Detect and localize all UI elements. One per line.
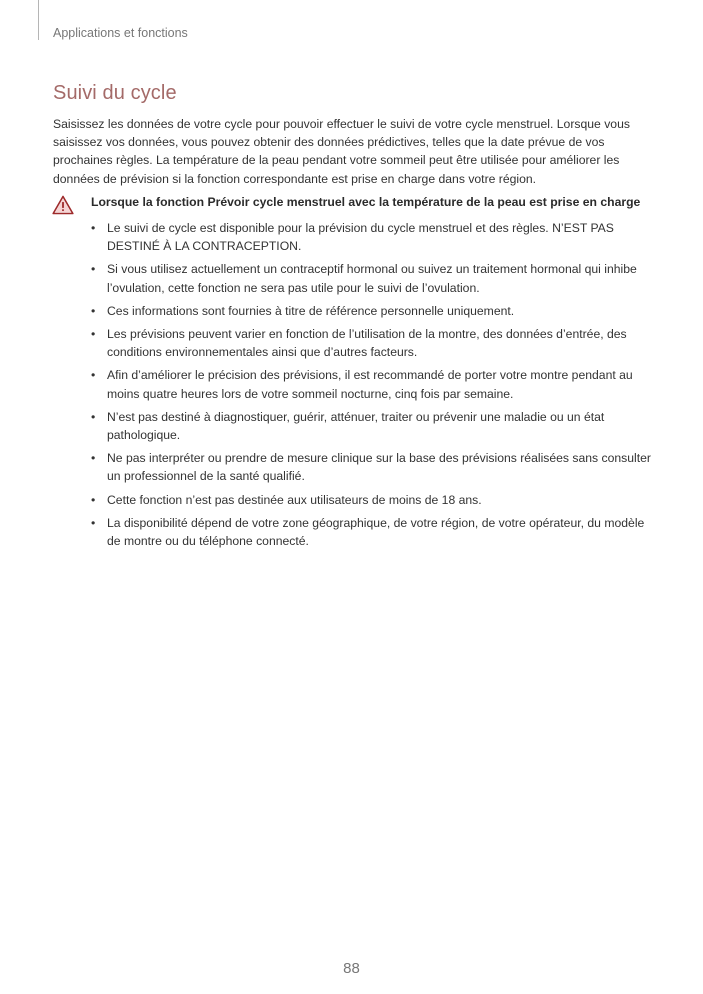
list-item	[91, 514, 651, 550]
intro-paragraph: Saisissez les données de votre cycle pour pouvoir effectuer le suivi de votre cycle menstruel. Lorsque vous saisissez vos données, vous pouvez obtenir des données prédictives, telles que la date prévue de vos prochaines règles. La température de la peau pendant votre sommeil peut être utilisée pour améliorer les données de prévision si la fonction correspondante est prise en charge dans votre région.	[53, 117, 630, 186]
list-item	[91, 219, 651, 255]
list-item-text: N’est pas destiné à diagnostiquer, guérir, atténuer, traiter ou prévenir une maladie ou un état pathologique.	[107, 409, 605, 443]
bullet-glyph: •	[91, 221, 96, 235]
warning-title: Lorsque la fonction Prévoir cycle menstruel avec la température de la peau est prise en charge	[91, 195, 641, 209]
list-item-text: Afin d’améliorer le précision des prévisions, il est recommandé de porter votre montre pendant au moins quatre heures lors de votre sommeil nocturne, cinq fois par semaine.	[107, 368, 633, 401]
bullet-glyph: •	[91, 303, 96, 318]
running-header: Applications et fonctions	[53, 26, 188, 40]
list-item-text: Les prévisions peuvent varier en fonction de l’utilisation de la montre, des données d’entrée, des conditions environnementales ainsi que d’autres facteurs.	[107, 327, 627, 360]
bullet-glyph: •	[91, 409, 96, 424]
list-item	[91, 449, 651, 485]
list-item-text: Le suivi de cycle est disponible pour la prévision du cycle menstruel et des règles. N’EST PAS DESTINÉ À LA CONTRACEPTION.	[107, 221, 614, 254]
header-divider	[38, 0, 39, 40]
bullet-glyph: •	[91, 492, 96, 507]
warning-triangle-icon	[52, 195, 74, 215]
list-item	[91, 325, 651, 361]
list-item	[91, 408, 651, 444]
list-item-text: Cette fonction n’est pas destinée aux utilisateurs de moins de 18 ans.	[107, 492, 482, 507]
list-item-text: Ne pas interpréter ou prendre de mesure clinique sur la base des prévisions réalisées sans consulter un professionnel de la santé qualifié.	[107, 451, 651, 484]
list-item	[91, 302, 651, 320]
list-item	[91, 260, 651, 296]
list-item	[91, 366, 651, 402]
bullet-glyph: •	[91, 451, 96, 466]
list-item-text: La disponibilité dépend de votre zone géographique, de votre région, de votre opérateur, du modèle de montre ou du téléphone connecté.	[107, 515, 645, 549]
warning-bullet-list	[91, 219, 651, 555]
bullet-glyph: •	[91, 262, 96, 277]
list-item-text: Si vous utilisez actuellement un contraceptif hormonal ou suivez un traitement hormonal qui inhibe l’ovulation, cette fonction ne sera pas utile pour le suivi de l’ovulation.	[107, 262, 637, 295]
list-item	[91, 491, 651, 509]
page-number: 88	[343, 960, 360, 977]
bullet-glyph: •	[91, 515, 96, 530]
bullet-glyph: •	[91, 327, 96, 342]
list-item-text: Ces informations sont fournies à titre de référence personnelle uniquement.	[107, 303, 515, 318]
section-title: Suivi du cycle	[53, 82, 177, 104]
bullet-glyph: •	[91, 368, 96, 383]
